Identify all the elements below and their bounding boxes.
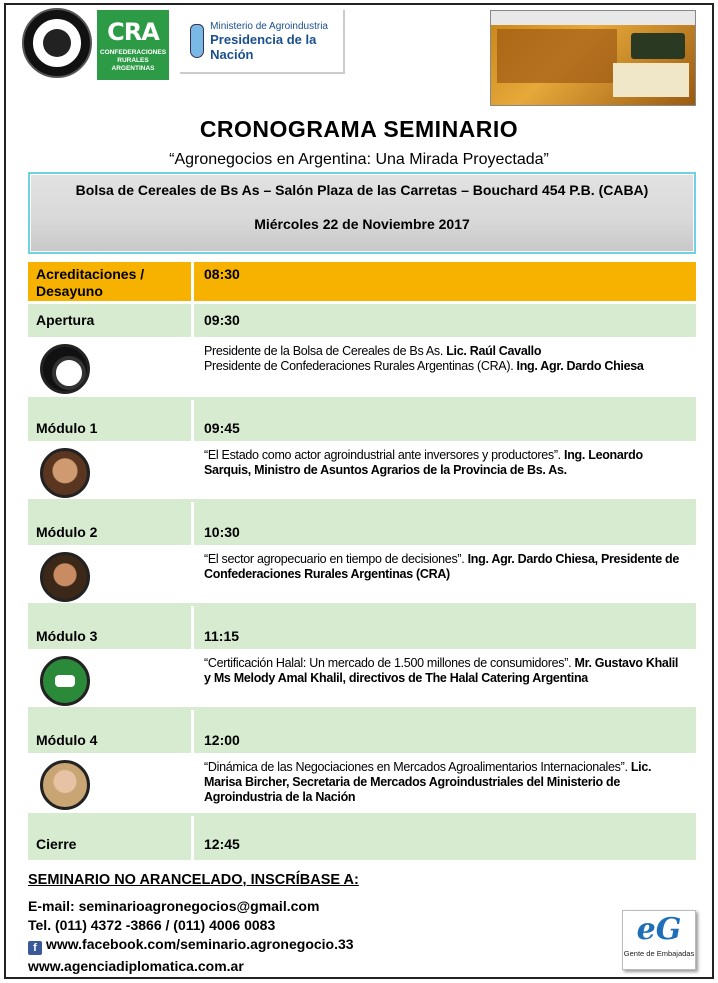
contact-email[interactable]: E-mail: seminarioagronegocios@gmail.com [28, 898, 320, 914]
venue-date: Miércoles 22 de Noviembre 2017 [254, 216, 470, 232]
facebook-link[interactable]: f www.facebook.com/seminario.agronegocio.33 [28, 936, 588, 955]
schedule-table [28, 262, 696, 860]
row-modulo-2 [28, 502, 696, 548]
registration-heading: SEMINARIO NO ARANCELADO, INSCRÍBASE A: [28, 872, 359, 888]
seminar-poster-thumbnail [490, 10, 696, 106]
row-modulo-1 [28, 400, 696, 444]
gente-de-embajadas-logo [622, 910, 696, 970]
modulo-3-label: Módulo 3 [36, 628, 98, 644]
cierre-time: 12:45 [204, 836, 240, 852]
modulo-2-description: “El sector agropecuario en tiempo de decisiones”. Ing. Agr. Dardo Chiesa, Presidente de Confederaciones Rurales Argentinas (CRA) [204, 552, 680, 581]
gente-de-embajadas-text: Gente de Embajadas [623, 949, 695, 958]
row-modulo-4 [28, 710, 696, 756]
modulo-1-time: 09:45 [204, 420, 240, 436]
apertura-time: 09:30 [204, 312, 240, 328]
contact-phone: Tel. (011) 4372 -3866 / (011) 4006 0083 [28, 917, 276, 933]
page-title: CRONOGRAMA SEMINARIO [199, 116, 519, 142]
row-modulo-4-detail [28, 756, 696, 816]
row-cierre [28, 816, 696, 860]
modulo-4-label: Módulo 4 [36, 732, 98, 748]
row-apertura [28, 304, 696, 340]
modulo-2-label: Módulo 2 [36, 524, 98, 540]
page-subtitle: “Agronegocios en Argentina: Una Mirada Proyectada” [169, 151, 549, 168]
row-apertura-detail [28, 340, 696, 400]
apertura-description: Presidente de la Bolsa de Cereales de Bs As. Lic. Raúl Cavallo Presidente de Confederaciones Rurales Argentinas (CRA). Ing. Agr. Dardo Chiesa [204, 344, 644, 373]
cra-acronym: CRA [107, 18, 159, 46]
halal-logo-icon [40, 656, 90, 706]
row-modulo-1-detail [28, 444, 696, 502]
website-link[interactable]: www.agenciadiplomatica.com.ar [28, 958, 244, 974]
modulo-4-description: “Dinámica de las Negociaciones en Mercados Agroalimentarios Internacionales”. Lic. Marisa Bircher, Secretaria de Mercados Agroindustriales del Ministerio de Agroindustria de la Nación [204, 760, 652, 804]
row-modulo-3-detail [28, 652, 696, 710]
acreditaciones-time: 08:30 [204, 266, 240, 282]
modulo-4-time: 12:00 [204, 732, 240, 748]
apertura-label: Apertura [36, 312, 95, 328]
modulo-2-time: 10:30 [204, 524, 240, 540]
ministerio-logo [180, 10, 345, 74]
row-acreditaciones [28, 262, 696, 304]
speaker-photo-sarquis [40, 448, 90, 498]
argentina-shield-icon [190, 24, 204, 58]
ministerio-line1: Ministerio de Agroindustria [210, 20, 328, 32]
modulo-3-time: 11:15 [204, 628, 240, 644]
bolsa-de-cereales-logo [22, 8, 92, 78]
modulo-1-label: Módulo 1 [36, 420, 98, 436]
facebook-icon: f [28, 941, 42, 955]
cra-name: CONFEDERACIONES RURALES ARGENTINAS [99, 49, 167, 72]
row-modulo-2-detail [28, 548, 696, 606]
modulo-3-description: “Certificación Halal: Un mercado de 1.500 millones de consumidores”. Mr. Gustavo Khalil y Ms Melody Amal Khalil, directivos de The Halal Catering Argentina [204, 656, 679, 685]
contact-footer [28, 872, 588, 974]
speaker-photo-bircher [40, 760, 90, 810]
venue-box [28, 172, 696, 254]
row-modulo-3 [28, 606, 696, 652]
cra-logo [97, 10, 169, 80]
speaker-photo-chiesa [40, 552, 90, 602]
ministerio-line2: Presidencia de la Nación [210, 31, 317, 62]
eg-mark: eG [636, 912, 682, 947]
venue-place: Bolsa de Cereales de Bs As – Salón Plaza de las Carretas – Bouchard 454 P.B. (CABA) [75, 182, 649, 198]
acreditaciones-label: Acreditaciones / Desayuno [36, 266, 145, 299]
cierre-label: Cierre [36, 836, 77, 852]
bolsa-logo-icon [40, 344, 90, 394]
modulo-1-description: “El Estado como actor agroindustrial ante inversores y productores”. Ing. Leonardo Sarquis, Ministro de Asuntos Agrarios de la Provincia de Bs. As. [204, 448, 643, 477]
